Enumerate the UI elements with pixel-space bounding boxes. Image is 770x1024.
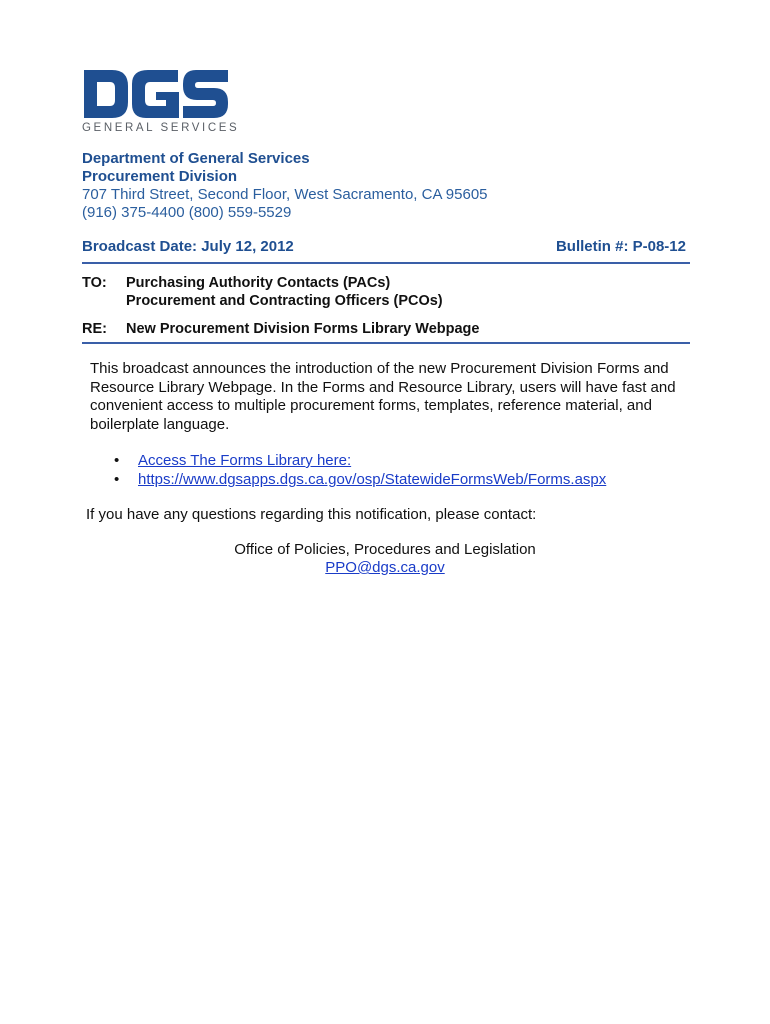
broadcast-date: Broadcast Date: July 12, 2012 xyxy=(82,238,294,255)
bullet-icon: • xyxy=(114,452,120,469)
contact-office: Office of Policies, Procedures and Legislation xyxy=(234,541,536,558)
bullet-icon: • xyxy=(114,471,120,488)
division-name: Procurement Division xyxy=(82,168,238,185)
dgs-logo-mark xyxy=(82,68,232,120)
logo-letter-d xyxy=(84,70,128,118)
department-header xyxy=(82,150,488,222)
announcement-paragraph: This broadcast announces the introduction of the new Procurement Division Forms and Resource Library Webpage. In the Forms and Resource Library, users will have fast and convenient access to multiple procurement forms, templates, reference material, and boilerplate language. xyxy=(90,360,676,433)
divider-top xyxy=(82,262,690,264)
bulletin-number: Bulletin #: P-08-12 xyxy=(555,238,686,255)
divider-bottom xyxy=(82,342,690,344)
list-item xyxy=(114,470,606,489)
address: 707 Third Street, Second Floor, West Sacramento, CA 95605 xyxy=(82,186,488,203)
contact-email-link[interactable]: PPO@dgs.ca.gov xyxy=(325,559,445,576)
re-label: RE: xyxy=(82,321,107,337)
to-recipients xyxy=(126,274,443,310)
department-name: Department of General Services xyxy=(82,150,310,167)
forms-url-link[interactable]: https://www.dgsapps.dgs.ca.gov/osp/StatewideFormsWeb/Forms.aspx xyxy=(138,471,607,488)
to-recipient-pcos: Procurement and Contracting Officers (PCOs) xyxy=(126,293,443,309)
list-item xyxy=(114,451,606,470)
re-subject: New Procurement Division Forms Library Webpage xyxy=(126,321,480,337)
links-list xyxy=(114,451,606,489)
re-section xyxy=(82,320,682,338)
logo-letter-s xyxy=(183,70,228,118)
to-label: TO: xyxy=(82,275,107,291)
phone: (916) 375-4400 (800) 559-5529 xyxy=(82,204,292,221)
contact-question: If you have any questions regarding this notification, please contact: xyxy=(86,506,537,523)
logo-subtitle: GENERAL SERVICES xyxy=(82,122,240,134)
logo-letter-g xyxy=(132,70,179,118)
forms-library-link[interactable]: Access The Forms Library here: xyxy=(138,452,352,469)
contact-block xyxy=(0,541,770,577)
bulletin-row xyxy=(82,238,686,258)
dgs-logo xyxy=(82,68,240,138)
to-recipient-pacs: Purchasing Authority Contacts (PACs) xyxy=(126,275,391,291)
to-section xyxy=(82,274,682,310)
